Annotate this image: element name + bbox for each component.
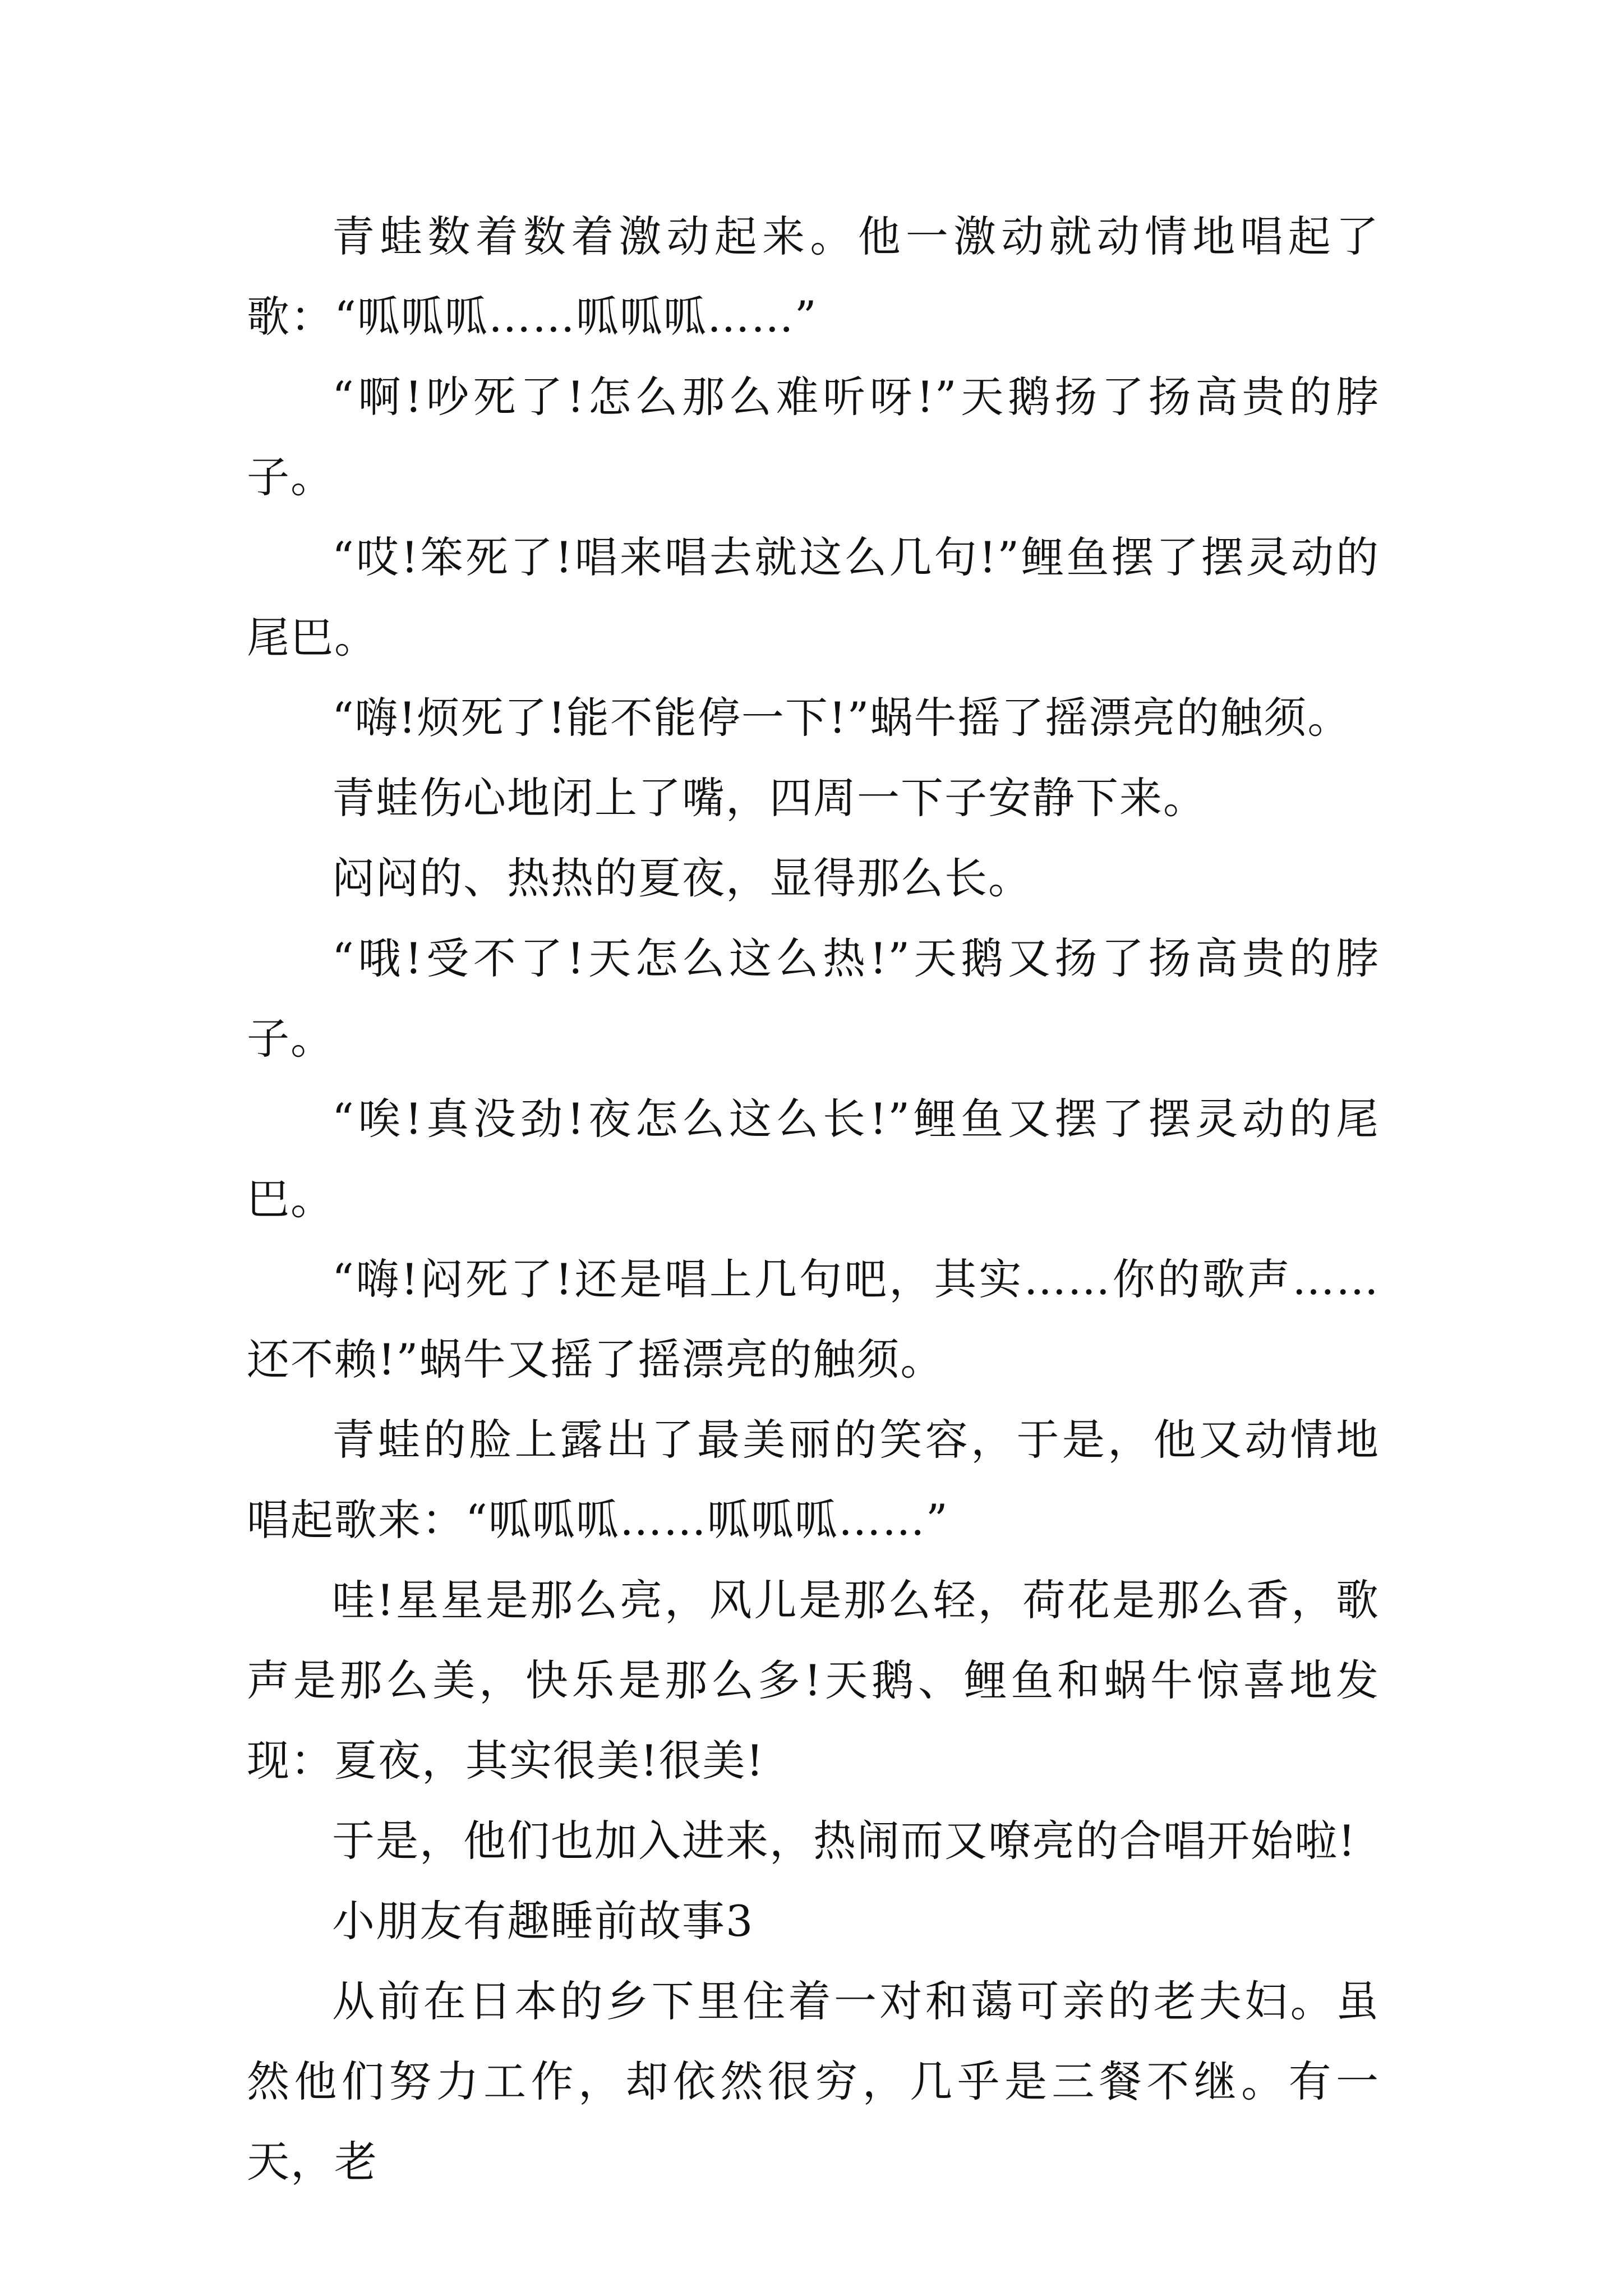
paragraph-10: 青蛙的脸上露出了最美丽的笑容，于是，他又动情地唱起歌来：“呱呱呱……呱呱呱……” bbox=[247, 1415, 1380, 1545]
paragraph-5: 青蛙伤心地闭上了嘴，四周一下子安静下来。 bbox=[332, 773, 1207, 823]
paragraph-2: “啊!吵死了!怎么那么难听呀!”天鹅扬了扬高贵的脖子。 bbox=[247, 372, 1380, 502]
paragraph-9: “嗨!闷死了!还是唱上几句吧，其实……你的歌声……还不赖!”蜗牛又摇了摇漂亮的触须。 bbox=[247, 1254, 1380, 1384]
paragraph-4: “嗨!烦死了!能不能停一下!”蜗牛摇了摇漂亮的触须。 bbox=[332, 693, 1352, 743]
story-text bbox=[247, 196, 1380, 2202]
section-heading: 小朋友有趣睡前故事3 bbox=[332, 1896, 754, 1946]
paragraph-1: 青蛙数着数着激动起来。他一激动就动情地唱起了歌：“呱呱呱……呱呱呱……” bbox=[247, 211, 1380, 342]
paragraph-8: “唉!真没劲!夜怎么这么长!”鲤鱼又摆了摆灵动的尾巴。 bbox=[247, 1094, 1380, 1224]
paragraph-14: 从前在日本的乡下里住着一对和蔼可亲的老夫妇。虽然他们努力工作，却依然很穷，几乎是三餐不继。有一天，老 bbox=[247, 1976, 1380, 2187]
paragraph-11: 哇!星星是那么亮，风儿是那么轻，荷花是那么香，歌声是那么美，快乐是那么多!天鹅、鲤鱼和蜗牛惊喜地发现：夏夜，其实很美!很美! bbox=[247, 1575, 1380, 1786]
paragraph-3: “哎!笨死了!唱来唱去就这么几句!”鲤鱼摆了摆灵动的尾巴。 bbox=[247, 532, 1380, 662]
paragraph-12: 于是，他们也加入进来，热闹而又嘹亮的合唱开始啦! bbox=[332, 1816, 1357, 1866]
paragraph-6: 闷闷的、热热的夏夜，显得那么长。 bbox=[332, 853, 1032, 903]
paragraph-7: “哦!受不了!天怎么这么热!”天鹅又扬了扬高贵的脖子。 bbox=[247, 933, 1380, 1064]
